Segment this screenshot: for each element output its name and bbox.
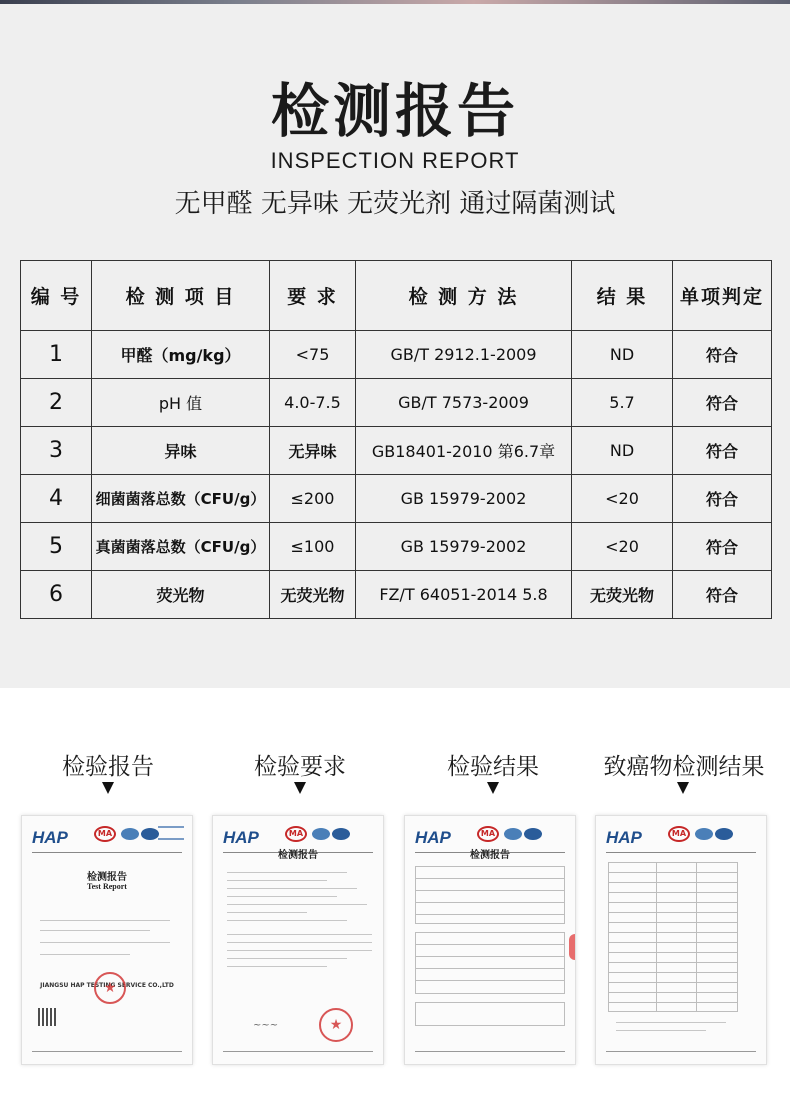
col-header-id: 编 号 (21, 261, 92, 331)
cell-requirement: 无荧光物 (270, 571, 356, 619)
table-row (21, 379, 772, 427)
ilac-badge-icon (695, 828, 713, 840)
cell-requirement: <75 (270, 331, 356, 379)
text-line (40, 954, 130, 955)
cell-requirement: 无异味 (270, 427, 356, 475)
page-subtitle-cn: 无甲醛 无异味 无荧光剂 通过隔菌测试 (174, 189, 616, 219)
text-line (227, 934, 372, 935)
result-table-1 (415, 866, 565, 924)
cell-verdict: 符合 (673, 427, 772, 475)
col-header-item: 检 测 项 目 (92, 261, 270, 331)
cell-result: 5.7 (572, 379, 673, 427)
text-line (227, 958, 347, 959)
text-line (227, 912, 307, 913)
signature-icon: ~~~ (253, 1020, 279, 1031)
ma-logo: MA (285, 826, 307, 842)
cnas-badge-icon (524, 828, 542, 840)
text-line (227, 942, 372, 943)
cell-requirement: ≤200 (270, 475, 356, 523)
row-line (608, 982, 738, 983)
text-line (227, 880, 327, 881)
cnas-badge-icon (332, 828, 350, 840)
inspection-table (20, 260, 772, 619)
row-line (415, 980, 565, 981)
cell-id: 6 (21, 571, 92, 619)
arrow-down-icon (487, 782, 499, 794)
cell-id: 5 (21, 523, 92, 571)
cnas-badge-icon (715, 828, 733, 840)
cell-method: GB/T 2912.1-2009 (356, 331, 572, 379)
text-line (40, 942, 170, 943)
cell-method: GB/T 7573-2009 (356, 379, 572, 427)
ilac-badge-icon (312, 828, 330, 840)
hap-logo: HAP (223, 828, 259, 847)
text-line (227, 872, 347, 873)
cell-result: <20 (572, 523, 673, 571)
cell-verdict: 符合 (673, 475, 772, 523)
cell-id: 3 (21, 427, 92, 475)
col-header-verdict: 单项判定 (673, 261, 772, 331)
issuer-name: JIANGSU HAP TESTING SERVICE CO.,LTD (40, 982, 174, 989)
corner-mark-icon (158, 826, 184, 840)
ma-logo: MA (94, 826, 116, 842)
col-header-result: 结 果 (572, 261, 673, 331)
row-line (415, 956, 565, 957)
text-line (616, 1030, 706, 1031)
divider (32, 852, 182, 853)
row-line (608, 942, 738, 943)
cell-verdict: 符合 (673, 379, 772, 427)
row-line (608, 972, 738, 973)
cell-verdict: 符合 (673, 571, 772, 619)
row-line (608, 962, 738, 963)
text-line (227, 966, 327, 967)
doc-title-en: Test Report (87, 882, 127, 891)
arrow-down-icon (102, 782, 114, 794)
hap-logo: HAP (415, 828, 451, 847)
table-row (21, 331, 772, 379)
ma-logo: MA (668, 826, 690, 842)
certificate-thumbnail-results[interactable] (404, 815, 576, 1065)
page-title: 检测报告 (270, 77, 519, 145)
row-line (608, 912, 738, 913)
footer-line (415, 1051, 565, 1052)
row-line (608, 872, 738, 873)
row-line (608, 992, 738, 993)
cell-result: ND (572, 331, 673, 379)
row-line (608, 932, 738, 933)
cell-method: FZ/T 64051-2014 5.8 (356, 571, 572, 619)
row-line (415, 890, 565, 891)
table-row (21, 475, 772, 523)
row-line (608, 882, 738, 883)
row-line (415, 878, 565, 879)
cell-item: 真菌菌落总数（CFU/g） (92, 523, 270, 571)
table-row (21, 427, 772, 475)
label-inspection-requirement: 检验要求 (254, 754, 346, 780)
certificate-thumbnail-cover[interactable] (21, 815, 193, 1065)
cell-method: GB 15979-2002 (356, 523, 572, 571)
cell-result: ND (572, 427, 673, 475)
cell-requirement: 4.0-7.5 (270, 379, 356, 427)
footer-line (223, 1051, 373, 1052)
ma-logo: MA (477, 826, 499, 842)
red-stamp-icon (94, 972, 126, 1004)
text-line (616, 1022, 726, 1023)
table-row (21, 523, 772, 571)
footer-line (606, 1051, 756, 1052)
cnas-badge-icon (141, 828, 159, 840)
col-header-requirement: 要 求 (270, 261, 356, 331)
row-line (608, 902, 738, 903)
cell-id: 1 (21, 331, 92, 379)
label-carcinogen-result: 致癌物检测结果 (603, 754, 765, 780)
cell-verdict: 符合 (673, 331, 772, 379)
row-line (415, 968, 565, 969)
label-inspection-result: 检验结果 (447, 754, 539, 780)
hap-logo: HAP (32, 828, 68, 847)
arrow-down-icon (677, 782, 689, 794)
row-line (415, 902, 565, 903)
cell-requirement: ≤100 (270, 523, 356, 571)
row-line (608, 892, 738, 893)
cell-result: <20 (572, 475, 673, 523)
table-row (21, 571, 772, 619)
cell-method: GB 15979-2002 (356, 475, 572, 523)
certificate-thumbnail-carcinogen[interactable] (595, 815, 767, 1065)
cell-id: 4 (21, 475, 92, 523)
text-line (227, 920, 347, 921)
result-table-2 (415, 932, 565, 994)
text-line (227, 904, 367, 905)
doc-title: 检测报告 (87, 872, 127, 883)
text-line (227, 888, 357, 889)
text-line (227, 950, 372, 951)
cell-item: 荧光物 (92, 571, 270, 619)
cell-item: 甲醛（mg/kg） (92, 331, 270, 379)
label-inspection-report: 检验报告 (62, 754, 154, 780)
divider (606, 852, 756, 853)
row-line (608, 922, 738, 923)
row-line (415, 944, 565, 945)
row-line (415, 914, 565, 915)
footer-line (32, 1051, 182, 1052)
cell-item: 异味 (92, 427, 270, 475)
text-line (40, 930, 150, 931)
doc-title: 检测报告 (470, 850, 510, 861)
arrow-down-icon (294, 782, 306, 794)
cell-result: 无荧光物 (572, 571, 673, 619)
row-line (608, 952, 738, 953)
red-seal-edge-icon (569, 934, 575, 960)
row-line (608, 1002, 738, 1003)
certificate-thumbnail-requirements[interactable] (212, 815, 384, 1065)
text-line (227, 896, 337, 897)
qr-code-icon (38, 1008, 56, 1026)
carcinogen-table (608, 862, 738, 1012)
result-table-3 (415, 1002, 565, 1026)
col-line (696, 862, 697, 1012)
text-line (40, 920, 170, 921)
red-stamp-icon (319, 1008, 353, 1042)
table-header-row (21, 261, 772, 331)
doc-title: 检测报告 (278, 850, 318, 861)
cell-id: 2 (21, 379, 92, 427)
hap-logo: HAP (606, 828, 642, 847)
cell-item: 细菌菌落总数（CFU/g） (92, 475, 270, 523)
col-line (656, 862, 657, 1012)
ilac-badge-icon (121, 828, 139, 840)
page-subtitle-en: INSPECTION REPORT (270, 148, 520, 173)
col-header-method: 检 测 方 法 (356, 261, 572, 331)
cell-verdict: 符合 (673, 523, 772, 571)
cell-method: GB18401-2010 第6.7章 (356, 427, 572, 475)
cell-item: pH 值 (92, 379, 270, 427)
ilac-badge-icon (504, 828, 522, 840)
